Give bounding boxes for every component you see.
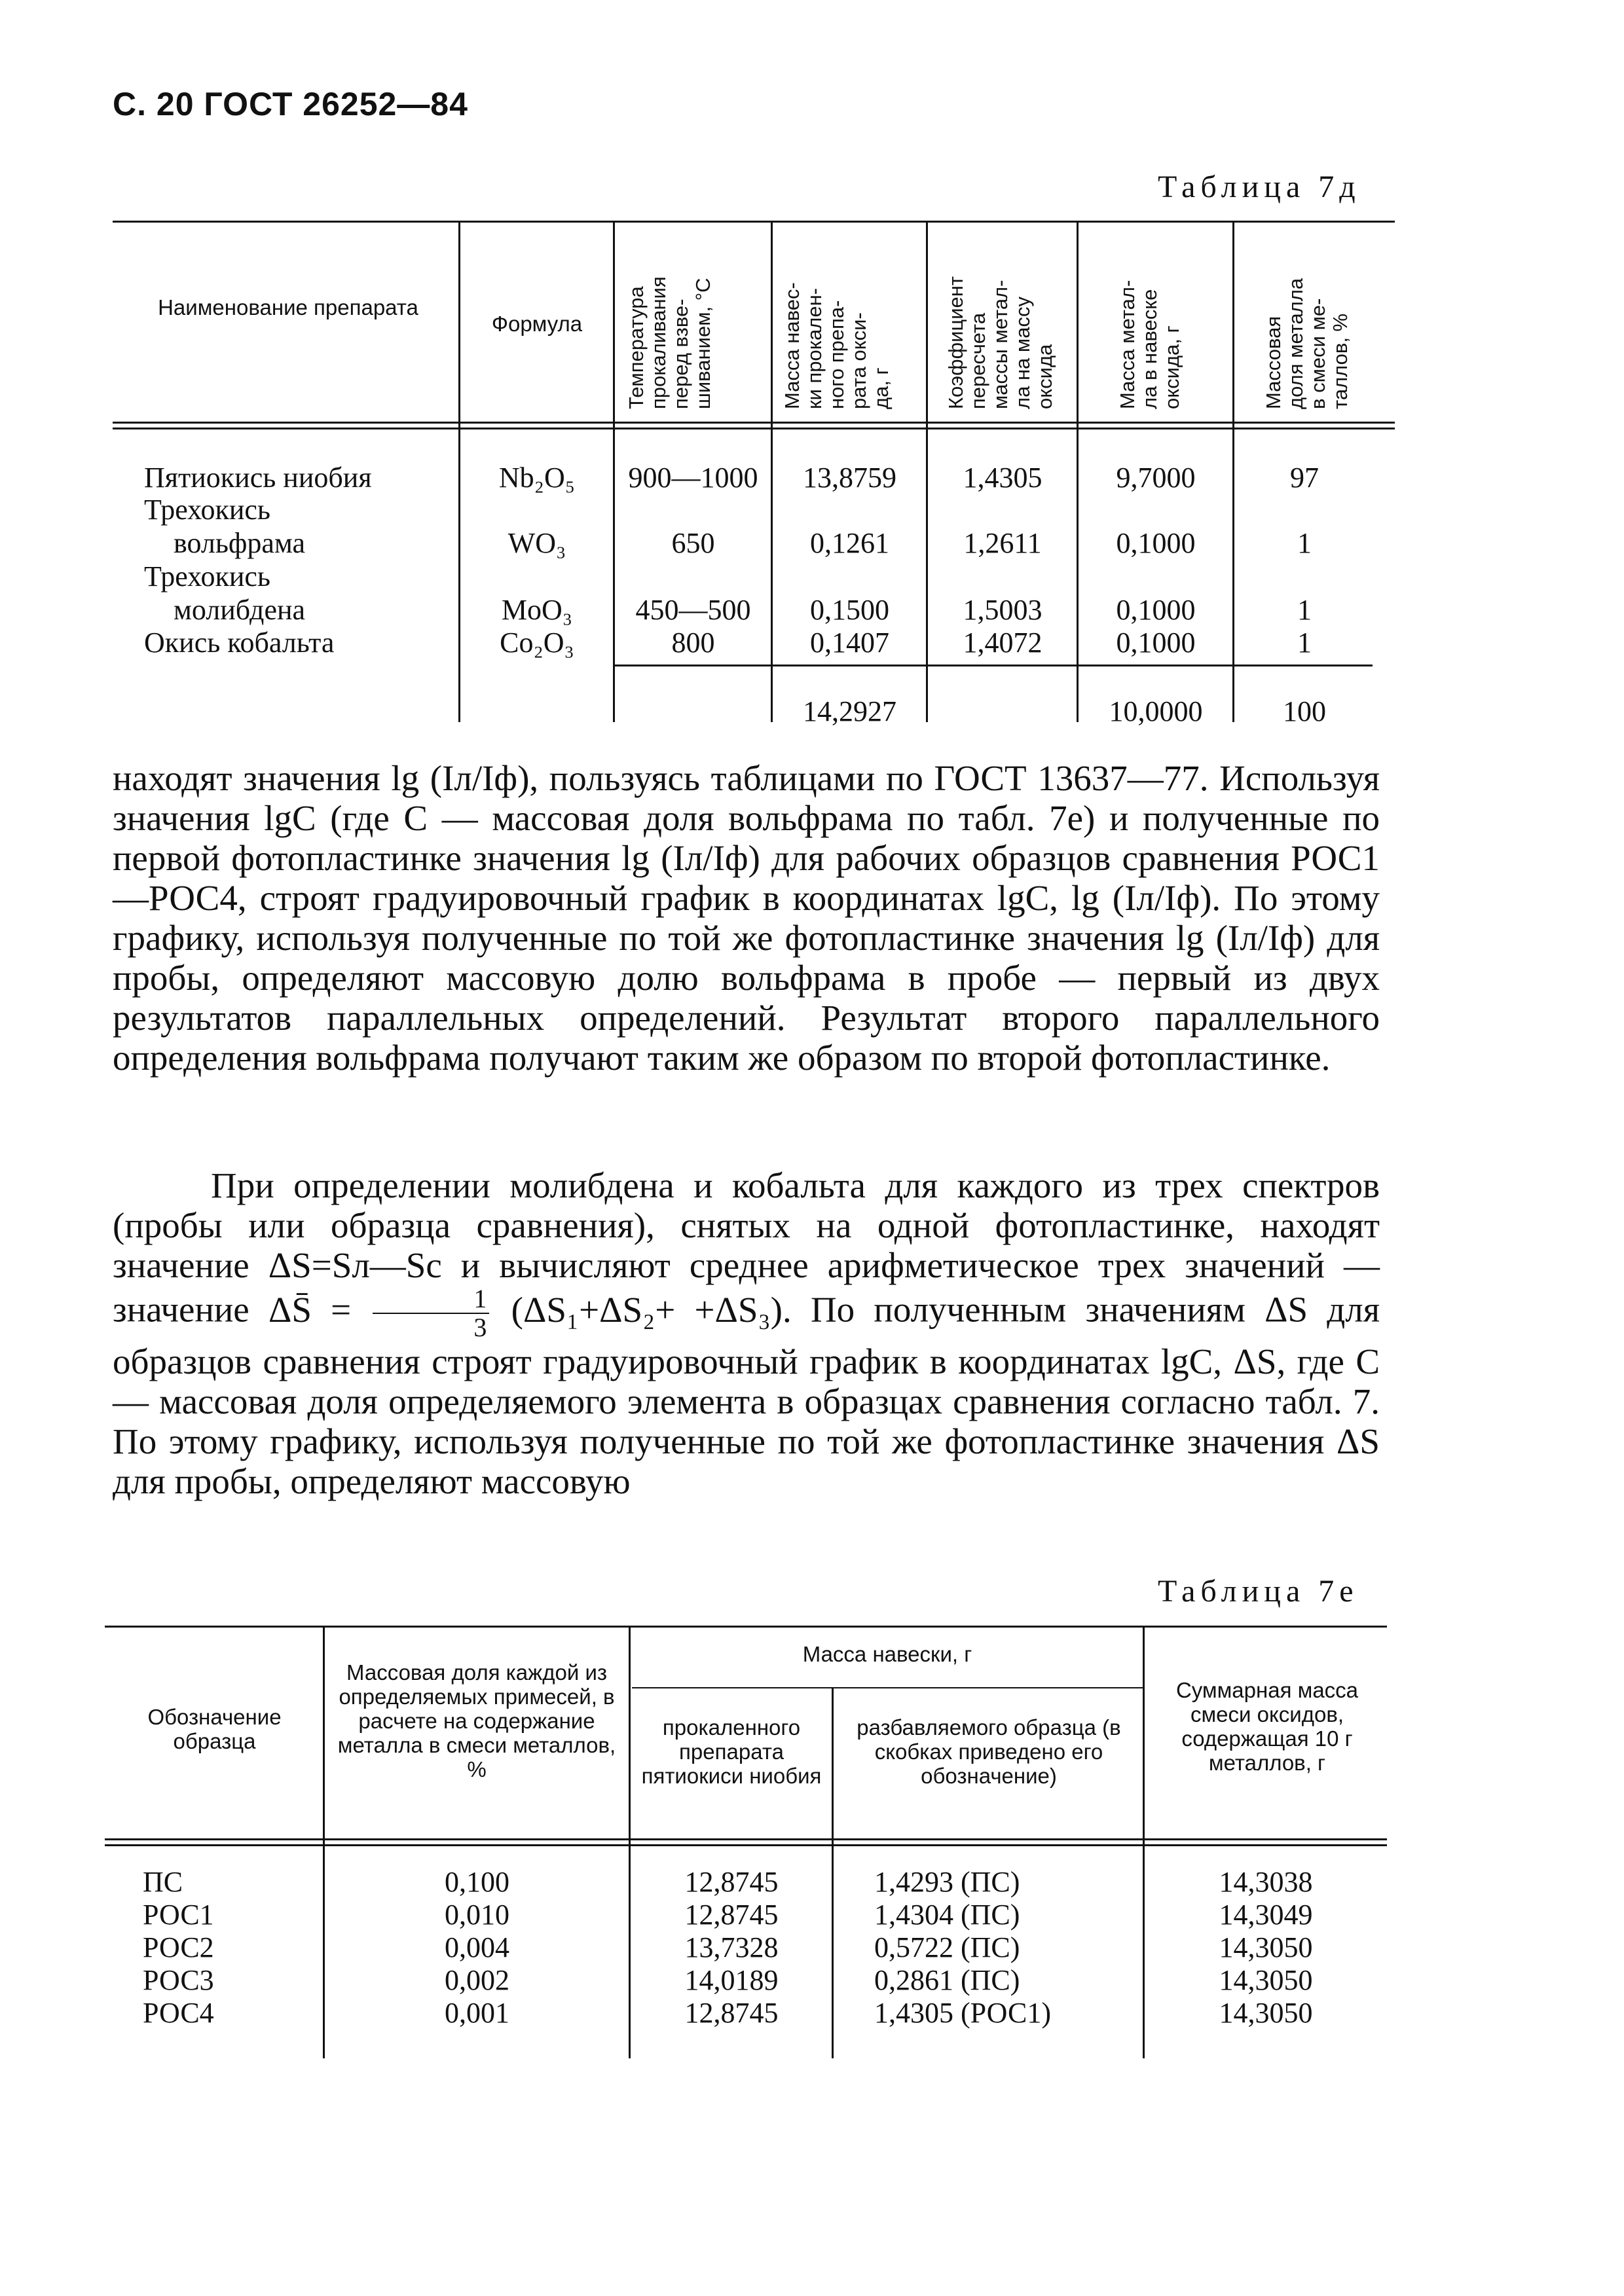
table-7d-total-rule <box>613 665 1373 666</box>
table-7d-header-rule <box>113 422 1395 424</box>
fraction-one-third: $\frac{1}{3}$ <box>373 1285 489 1341</box>
table-7d-header-name: Наименование препарата <box>158 295 418 319</box>
paragraph-2-part-2: По полученным значениям ΔS для образцов сравнения строят градуировочный график в координатах lgC, ΔS, где C — массовая доля определяемого элемента в образцах сравнения согласно табл. 7. По этому графику, используя полученные по той же фотопластинке значения ΔS для пробы, определяют массовую <box>113 1289 1380 1501</box>
table-7e-header-fraction: Массовая доля каждой из определяемых примесей, в расчете на содержание металла в смеси металлов, % <box>337 1660 616 1781</box>
paragraph-2 <box>113 1165 1380 1501</box>
paragraph-2-part-1: При определении молибдена и кобальта для каждого из трех спектров (пробы или образца сравнения), снятых на одной фотопластинке, находят значение ΔS=Sл—Sс и вычисляют среднее арифметическое трех значений — значение <box>113 1165 1380 1330</box>
table-7d-caption: Таблица 7д <box>1158 170 1361 204</box>
paragraph-1: находят значения lg (Iл/Iф), пользуясь таблицами по ГОСТ 13637—77. Используя значения lgC (где C — массовая доля вольфрама по табл. 7е) и полученные по первой фотопластинке значения lg (Iл/Iф) для рабочих образцов сравнения РОС1—РОС4, строят градуировочный график в координатах lgC, lg (Iл/Iф). По этому графику, используя полученные по той же фотопластинке значения lg (Iл/Iф) для пробы, определяют массовую долю вольфрама в пробе — первый из двух результатов параллельных определений. Результат второго параллельного определения вольфрама получают таким же образом по второй фотопластинке. <box>113 758 1380 1078</box>
table-7e-header-calcined: прокаленного препарата пятиокиси ниобия <box>641 1715 822 1788</box>
table-7d-header-temperature: Температура прокаливания перед взве- шиванием, °С <box>625 276 714 409</box>
table-7d-header-fraction: Массовая доля металла в смеси ме- таллов, % <box>1262 278 1352 409</box>
table-7e-header-total: Суммарная масса смеси оксидов, содержащая 10 г металлов, г <box>1175 1678 1359 1775</box>
table-7e-caption: Таблица 7е <box>1158 1574 1359 1609</box>
table-7d-header-mass-oxide: Масса навес- ки прокален- ного препа- рата окси- да, г <box>781 282 893 409</box>
table-7d-header-formula: Формула <box>491 312 583 336</box>
page-header: С. 20 ГОСТ 26252—84 <box>113 86 468 122</box>
table-7e-header-diluted: разбавляемого образца (в скобках приведено его обозначение) <box>857 1715 1121 1788</box>
table-7d-header-mass-metal: Масса метал- ла в навеске оксида, г <box>1116 280 1183 409</box>
table-7d-top-rule <box>113 221 1395 223</box>
table-7e-header-mass-group: Масса навески, г <box>802 1642 972 1666</box>
table-7d-header-coefficient: Коэффициент пересчета массы метал- ла на массу оксида <box>944 276 1056 409</box>
formula-mean-delta-s: ΔS̄ = $\frac{1}{3}$ (ΔS₁+ΔS₂+ +ΔS₃). <box>268 1284 792 1342</box>
table-7e-header-designation: Обозначение образца <box>147 1705 282 1753</box>
table-7d-header-rule-2 <box>113 428 1395 429</box>
